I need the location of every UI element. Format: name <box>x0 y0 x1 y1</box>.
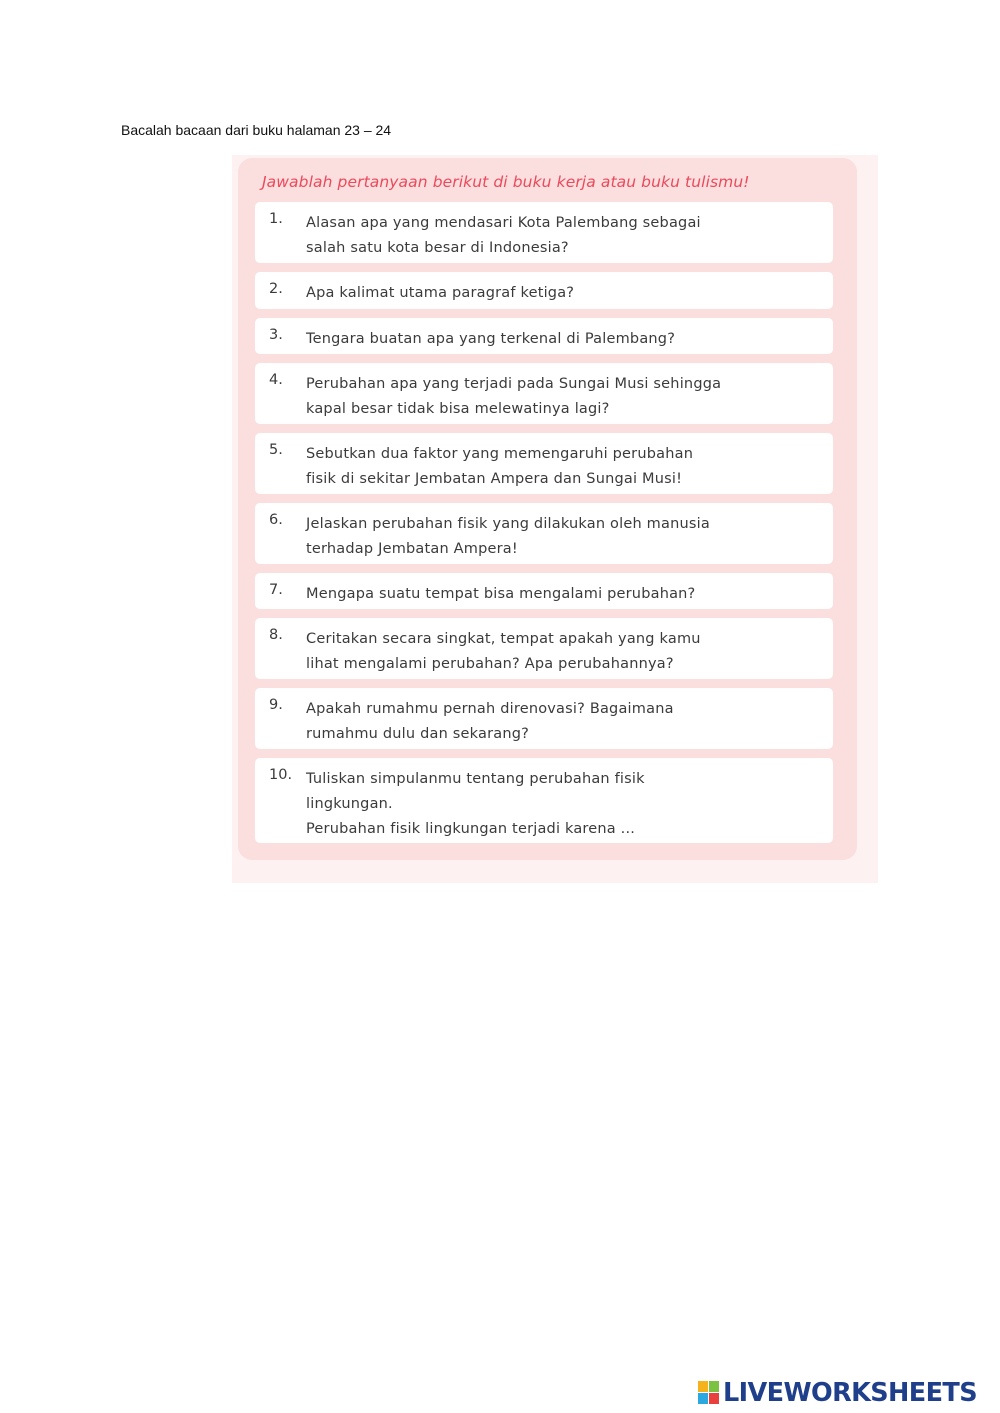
logo-square-red <box>709 1393 719 1404</box>
question-number: 9. <box>269 697 283 713</box>
question-number: 7. <box>269 582 283 598</box>
question-text: Perubahan apa yang terjadi pada Sungai Musi sehingga kapal besar tidak bisa melewatinya lagi? <box>306 376 722 417</box>
question-text: Apa kalimat utama paragraf ketiga? <box>306 285 575 301</box>
question-text: Jelaskan perubahan fisik yang dilakukan oleh manusia terhadap Jembatan Ampera! <box>306 516 710 557</box>
instruction-text: Bacalah bacaan dari buku halaman 23 – 24 <box>121 122 392 138</box>
question-text: Apakah rumahmu pernah direnovasi? Bagaimana rumahmu dulu dan sekarang? <box>306 701 674 742</box>
logo-square-green <box>709 1381 719 1392</box>
logo-square-blue <box>698 1393 708 1404</box>
question-number: 2. <box>269 281 283 297</box>
question-text: Tuliskan simpulanmu tentang perubahan fisik lingkungan. Perubahan fisik lingkungan terjadi karena ... <box>306 771 645 837</box>
question-number: 3. <box>269 327 283 343</box>
question-number: 1. <box>269 211 283 227</box>
question-card-2 <box>255 272 833 309</box>
question-text: Mengapa suatu tempat bisa mengalami perubahan? <box>306 586 696 602</box>
question-text: Tengara buatan apa yang terkenal di Palembang? <box>306 331 676 347</box>
question-card-6 <box>255 503 833 564</box>
question-card-8 <box>255 618 833 679</box>
question-number: 4. <box>269 372 283 388</box>
question-text: Sebutkan dua faktor yang memengaruhi perubahan fisik di sekitar Jembatan Ampera dan Sungai Musi! <box>306 446 694 487</box>
question-text: Alasan apa yang mendasari Kota Palembang sebagai salah satu kota besar di Indonesia? <box>306 215 701 256</box>
liveworksheets-logo-icon <box>698 1381 720 1405</box>
question-card-9 <box>255 688 833 749</box>
question-card-10 <box>255 758 833 843</box>
liveworksheets-logo[interactable] <box>698 1378 993 1408</box>
liveworksheets-logo-text: LIVEWORKSHEETS <box>723 1378 977 1408</box>
question-card-5 <box>255 433 833 494</box>
question-number: 8. <box>269 627 283 643</box>
question-card-3 <box>255 318 833 354</box>
panel-heading: Jawablah pertanyaan berikut di buku kerja atau buku tulismu! <box>262 173 750 191</box>
question-card-1 <box>255 202 833 263</box>
question-card-7 <box>255 573 833 609</box>
question-number: 10. <box>269 767 293 783</box>
logo-square-yellow <box>698 1381 708 1392</box>
question-number: 5. <box>269 442 283 458</box>
question-number: 6. <box>269 512 283 528</box>
question-card-4 <box>255 363 833 424</box>
question-text: Ceritakan secara singkat, tempat apakah yang kamu lihat mengalami perubahan? Apa perubahannya? <box>306 631 701 672</box>
